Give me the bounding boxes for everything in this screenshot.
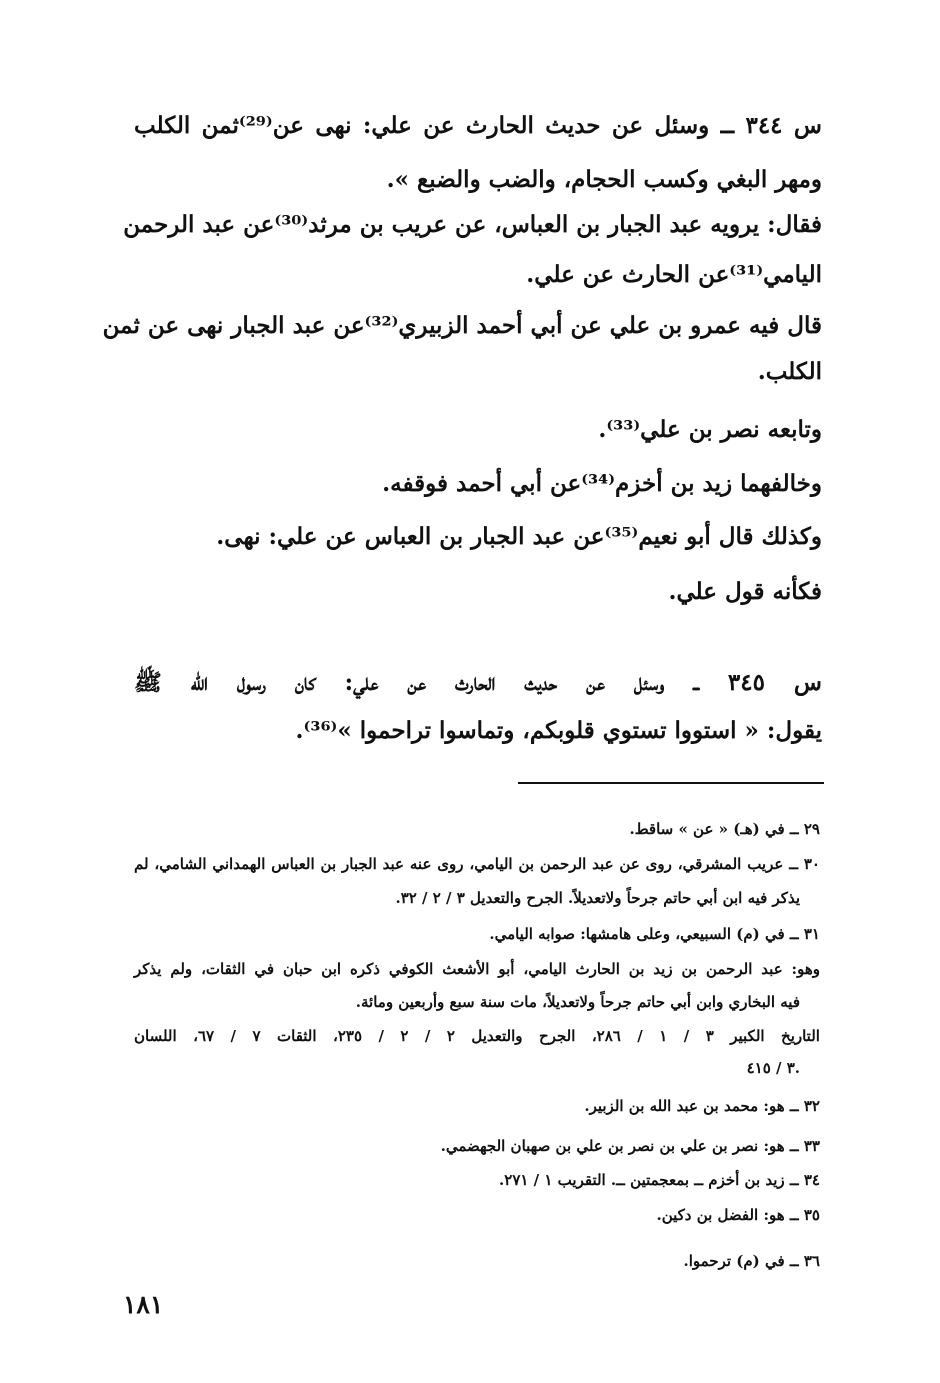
paragraph-line: وكذلك قال أبو نعيم⁽³⁵⁾عن عبد الجبار بن العباس عن علي: نهى. xyxy=(216,523,822,550)
paragraph-line: س ٣٤٤ ــ وسئل عن حديث الحارث عن علي: نهى عن⁽²⁹⁾ثمن الكلب xyxy=(134,112,822,139)
footnote-line: ٣٦ ــ في (م) ترحموا. xyxy=(683,1252,820,1270)
footnote-line: ٣٣ ــ هو: نصر بن علي بن نصر بن علي بن صهبان الجهضمي. xyxy=(440,1137,820,1155)
footnote-separator xyxy=(518,782,824,784)
page-number: ١٨١ xyxy=(123,1290,164,1319)
paragraph-line: س ٣٤٥ ــ وسئل عن حديث الحارث عن علي: كان رسول الله ﷺ xyxy=(134,669,822,696)
paragraph-line: فقال: يرويه عبد الجبار بن العباس، عن عريب بن مرثد⁽³⁰⁾عن عبد الرحمن xyxy=(123,211,822,238)
paragraph-line: وخالفهما زيد بن أخزم⁽³⁴⁾عن أبي أحمد فوقفه. xyxy=(382,470,822,497)
footnote-line: يذكر فيه ابن أبي حاتم جرحاً ولاتعديلاً. الجرح والتعديل ٣ / ٢ / ٣٢. xyxy=(395,889,800,907)
footnote-line: ٣٤ ــ زيد بن أخزم ــ بمعجمتين ــ. التقريب ١ / ٢٧١. xyxy=(499,1171,820,1189)
paragraph-line: ومهر البغي وكسب الحجام، والضب والضبع ». xyxy=(386,166,822,193)
footnote-line: التاريخ الكبير ٣ / ١ / ٢٨٦، الجرح والتعديل ٢ / ٢ / ٢٣٥، الثقات ٧ / ٦٧، اللسان xyxy=(134,1027,820,1045)
footnote-line: ٢٩ ــ في (هـ) « عن » ساقط. xyxy=(629,820,820,838)
footnote-line: ٣٥ ــ هو: الفضل بن دكين. xyxy=(656,1206,820,1224)
paragraph-line: قال فيه عمرو بن علي عن أبي أحمد الزبيري⁽³²⁾عن عبد الجبار نهى عن ثمن xyxy=(102,312,822,339)
paragraph-line: اليامي⁽³¹⁾عن الحارث عن علي. xyxy=(526,261,822,288)
footnote-line: فيه البخاري وابن أبي حاتم جرحاً ولاتعديلاً، مات سنة سبع وأربعين ومائة. xyxy=(355,993,800,1011)
paragraph-line: يقول: « استووا تستوي قلوبكم، وتماسوا تراحموا »⁽³⁶⁾. xyxy=(295,717,822,744)
footnote-line: ٣ / ٤١٥. xyxy=(746,1059,800,1077)
paragraph-line: فكأنه قول علي. xyxy=(668,578,822,605)
footnote-line: وهو: عبد الرحمن بن زيد بن الحارث اليامي، أبو الأشعث الكوفي ذكره ابن حبان في الثقات، ولم يذكر xyxy=(134,960,820,978)
paragraph-line: الكلب. xyxy=(757,358,822,385)
footnote-line: ٣١ ــ في (م) السبيعي، وعلى هامشها: صوابه اليامي. xyxy=(489,925,820,943)
paragraph-line: وتابعه نصر بن علي⁽³³⁾. xyxy=(598,416,822,443)
footnote-line: ٣٠ ــ عريب المشرقي، روى عن عبد الرحمن بن اليامي، روى عنه عبد الجبار بن العباس الهمداني الشامي، لم xyxy=(134,855,820,873)
footnote-line: ٣٢ ــ هو: محمد بن عبد الله بن الزبير. xyxy=(584,1097,820,1115)
